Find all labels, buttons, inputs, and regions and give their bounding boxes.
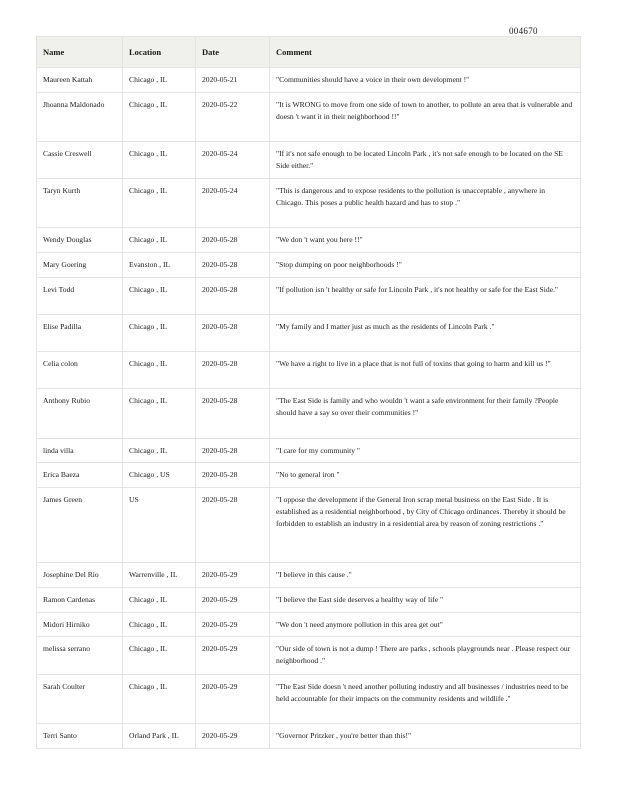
cell-name: Sarah Coulter <box>37 675 123 724</box>
cell-date: 2020-05-24 <box>196 179 270 228</box>
cell-location: Chicago , IL <box>123 637 196 675</box>
cell-location: Chicago , IL <box>123 179 196 228</box>
table-row <box>37 588 581 613</box>
cell-comment: "It is WRONG to move from one side of town to another, to pollute an area that is vulnerable and doesn 't want it in their neighborhood !!" <box>270 93 581 142</box>
cell-name: linda villa <box>37 439 123 463</box>
cell-comment: "My family and I matter just as much as the residents of Lincoln Park ." <box>270 315 581 352</box>
cell-comment: "We have a right to live in a place that is not full of toxins that going to harm and kill us !" <box>270 352 581 389</box>
cell-comment: "We don 't need anymore pollution in this area get out" <box>270 613 581 637</box>
cell-date: 2020-05-21 <box>196 68 270 93</box>
cell-name: Maureen Kattah <box>37 68 123 93</box>
table-row <box>37 724 581 749</box>
cell-date: 2020-05-28 <box>196 389 270 439</box>
cell-location: Evanston , IL <box>123 253 196 278</box>
cell-date: 2020-05-22 <box>196 93 270 142</box>
cell-location: Chicago , IL <box>123 439 196 463</box>
cell-comment: "I oppose the development if the General Iron scrap metal business on the East Side . It is established as a residential neighborhood , by City of Chicago ordinances. Thereby it should be forbidden to establish an industry in a residential area by reason of zoning restrictions ." <box>270 488 581 563</box>
cell-name: Josephine Del Rio <box>37 563 123 588</box>
cell-date: 2020-05-28 <box>196 352 270 389</box>
table-row <box>37 179 581 228</box>
cell-name: Elise Padilla <box>37 315 123 352</box>
header-comment: Comment <box>270 37 581 68</box>
cell-location: US <box>123 488 196 563</box>
cell-location: Chicago , IL <box>123 389 196 439</box>
cell-name: Ramon Cardenas <box>37 588 123 613</box>
table-row <box>37 93 581 142</box>
cell-location: Chicago , IL <box>123 228 196 253</box>
cell-name: Erica Baeza <box>37 463 123 488</box>
cell-comment: "No to general iron " <box>270 463 581 488</box>
table-row <box>37 352 581 389</box>
cell-location: Chicago , IL <box>123 278 196 315</box>
cell-name: Mary Goering <box>37 253 123 278</box>
table-row <box>37 389 581 439</box>
cell-name: Wendy Douglas <box>37 228 123 253</box>
cell-date: 2020-05-29 <box>196 613 270 637</box>
cell-comment: "If pollution isn 't healthy or safe for Lincoln Park , it's not healthy or safe for the East Side." <box>270 278 581 315</box>
table-row <box>37 278 581 315</box>
cell-name: Jhoanna Maldonado <box>37 93 123 142</box>
cell-location: Chicago , IL <box>123 142 196 179</box>
table-row <box>37 439 581 463</box>
cell-date: 2020-05-28 <box>196 488 270 563</box>
cell-date: 2020-05-29 <box>196 724 270 749</box>
cell-comment: "The East Side is family and who wouldn 't want a safe environment for their family ?People should have a say so over their communities !" <box>270 389 581 439</box>
document-id: 004670 <box>509 26 538 36</box>
table-body <box>37 68 581 749</box>
cell-date: 2020-05-29 <box>196 675 270 724</box>
cell-location: Chicago , IL <box>123 613 196 637</box>
cell-location: Chicago , IL <box>123 315 196 352</box>
cell-name: Cassie Creswell <box>37 142 123 179</box>
cell-name: melissa serrano <box>37 637 123 675</box>
cell-name: Celia colon <box>37 352 123 389</box>
table-row <box>37 637 581 675</box>
header-row <box>37 37 581 68</box>
cell-comment: "Governor Pritzker , you're better than this!" <box>270 724 581 749</box>
header-name: Name <box>37 37 123 68</box>
table-row <box>37 142 581 179</box>
cell-location: Chicago , IL <box>123 352 196 389</box>
cell-comment: "I care for my community " <box>270 439 581 463</box>
cell-comment: "Communities should have a voice in their own development !" <box>270 68 581 93</box>
cell-date: 2020-05-28 <box>196 228 270 253</box>
cell-comment: "I believe the East side deserves a healthy way of life " <box>270 588 581 613</box>
table-row <box>37 675 581 724</box>
cell-comment: "I believe in this cause ." <box>270 563 581 588</box>
cell-date: 2020-05-29 <box>196 588 270 613</box>
cell-date: 2020-05-24 <box>196 142 270 179</box>
cell-name: Terri Santo <box>37 724 123 749</box>
cell-location: Chicago , US <box>123 463 196 488</box>
table-row <box>37 315 581 352</box>
cell-location: Chicago , IL <box>123 588 196 613</box>
cell-comment: "This is dangerous and to expose residents to the pollution is unacceptable , anywhere in Chicago. This poses a public health hazard and has to stop ." <box>270 179 581 228</box>
cell-comment: "Stop dumping on poor neighborhoods !" <box>270 253 581 278</box>
header-location: Location <box>123 37 196 68</box>
table-row <box>37 228 581 253</box>
table-row <box>37 68 581 93</box>
cell-comment: "Our side of town is not a dump ! There are parks , schools playgrounds near . Please respect our neighborhood ." <box>270 637 581 675</box>
cell-location: Orland Park , IL <box>123 724 196 749</box>
cell-comment: "We don 't want you here !!" <box>270 228 581 253</box>
table-row <box>37 613 581 637</box>
cell-name: James Green <box>37 488 123 563</box>
cell-location: Chicago , IL <box>123 93 196 142</box>
cell-date: 2020-05-29 <box>196 637 270 675</box>
cell-location: Warrenville , IL <box>123 563 196 588</box>
cell-comment: "If it's not safe enough to be located Lincoln Park , it's not safe enough to be located on the SE Side either." <box>270 142 581 179</box>
cell-name: Taryn Kurth <box>37 179 123 228</box>
table-row <box>37 488 581 563</box>
cell-date: 2020-05-28 <box>196 253 270 278</box>
table-row <box>37 463 581 488</box>
cell-date: 2020-05-28 <box>196 463 270 488</box>
comments-table <box>36 36 581 749</box>
table-row <box>37 253 581 278</box>
cell-date: 2020-05-28 <box>196 315 270 352</box>
cell-date: 2020-05-28 <box>196 439 270 463</box>
cell-date: 2020-05-29 <box>196 563 270 588</box>
header-date: Date <box>196 37 270 68</box>
cell-location: Chicago , IL <box>123 675 196 724</box>
table-row <box>37 563 581 588</box>
cell-date: 2020-05-28 <box>196 278 270 315</box>
cell-location: Chicago , IL <box>123 68 196 93</box>
cell-name: Levi Todd <box>37 278 123 315</box>
cell-comment: "The East Side doesn 't need another polluting industry and all businesses / industries need to be held accountable for their impacts on the community residents and wildlife ." <box>270 675 581 724</box>
cell-name: Midori Hirniko <box>37 613 123 637</box>
cell-name: Anthony Rubio <box>37 389 123 439</box>
table-header <box>37 37 581 68</box>
